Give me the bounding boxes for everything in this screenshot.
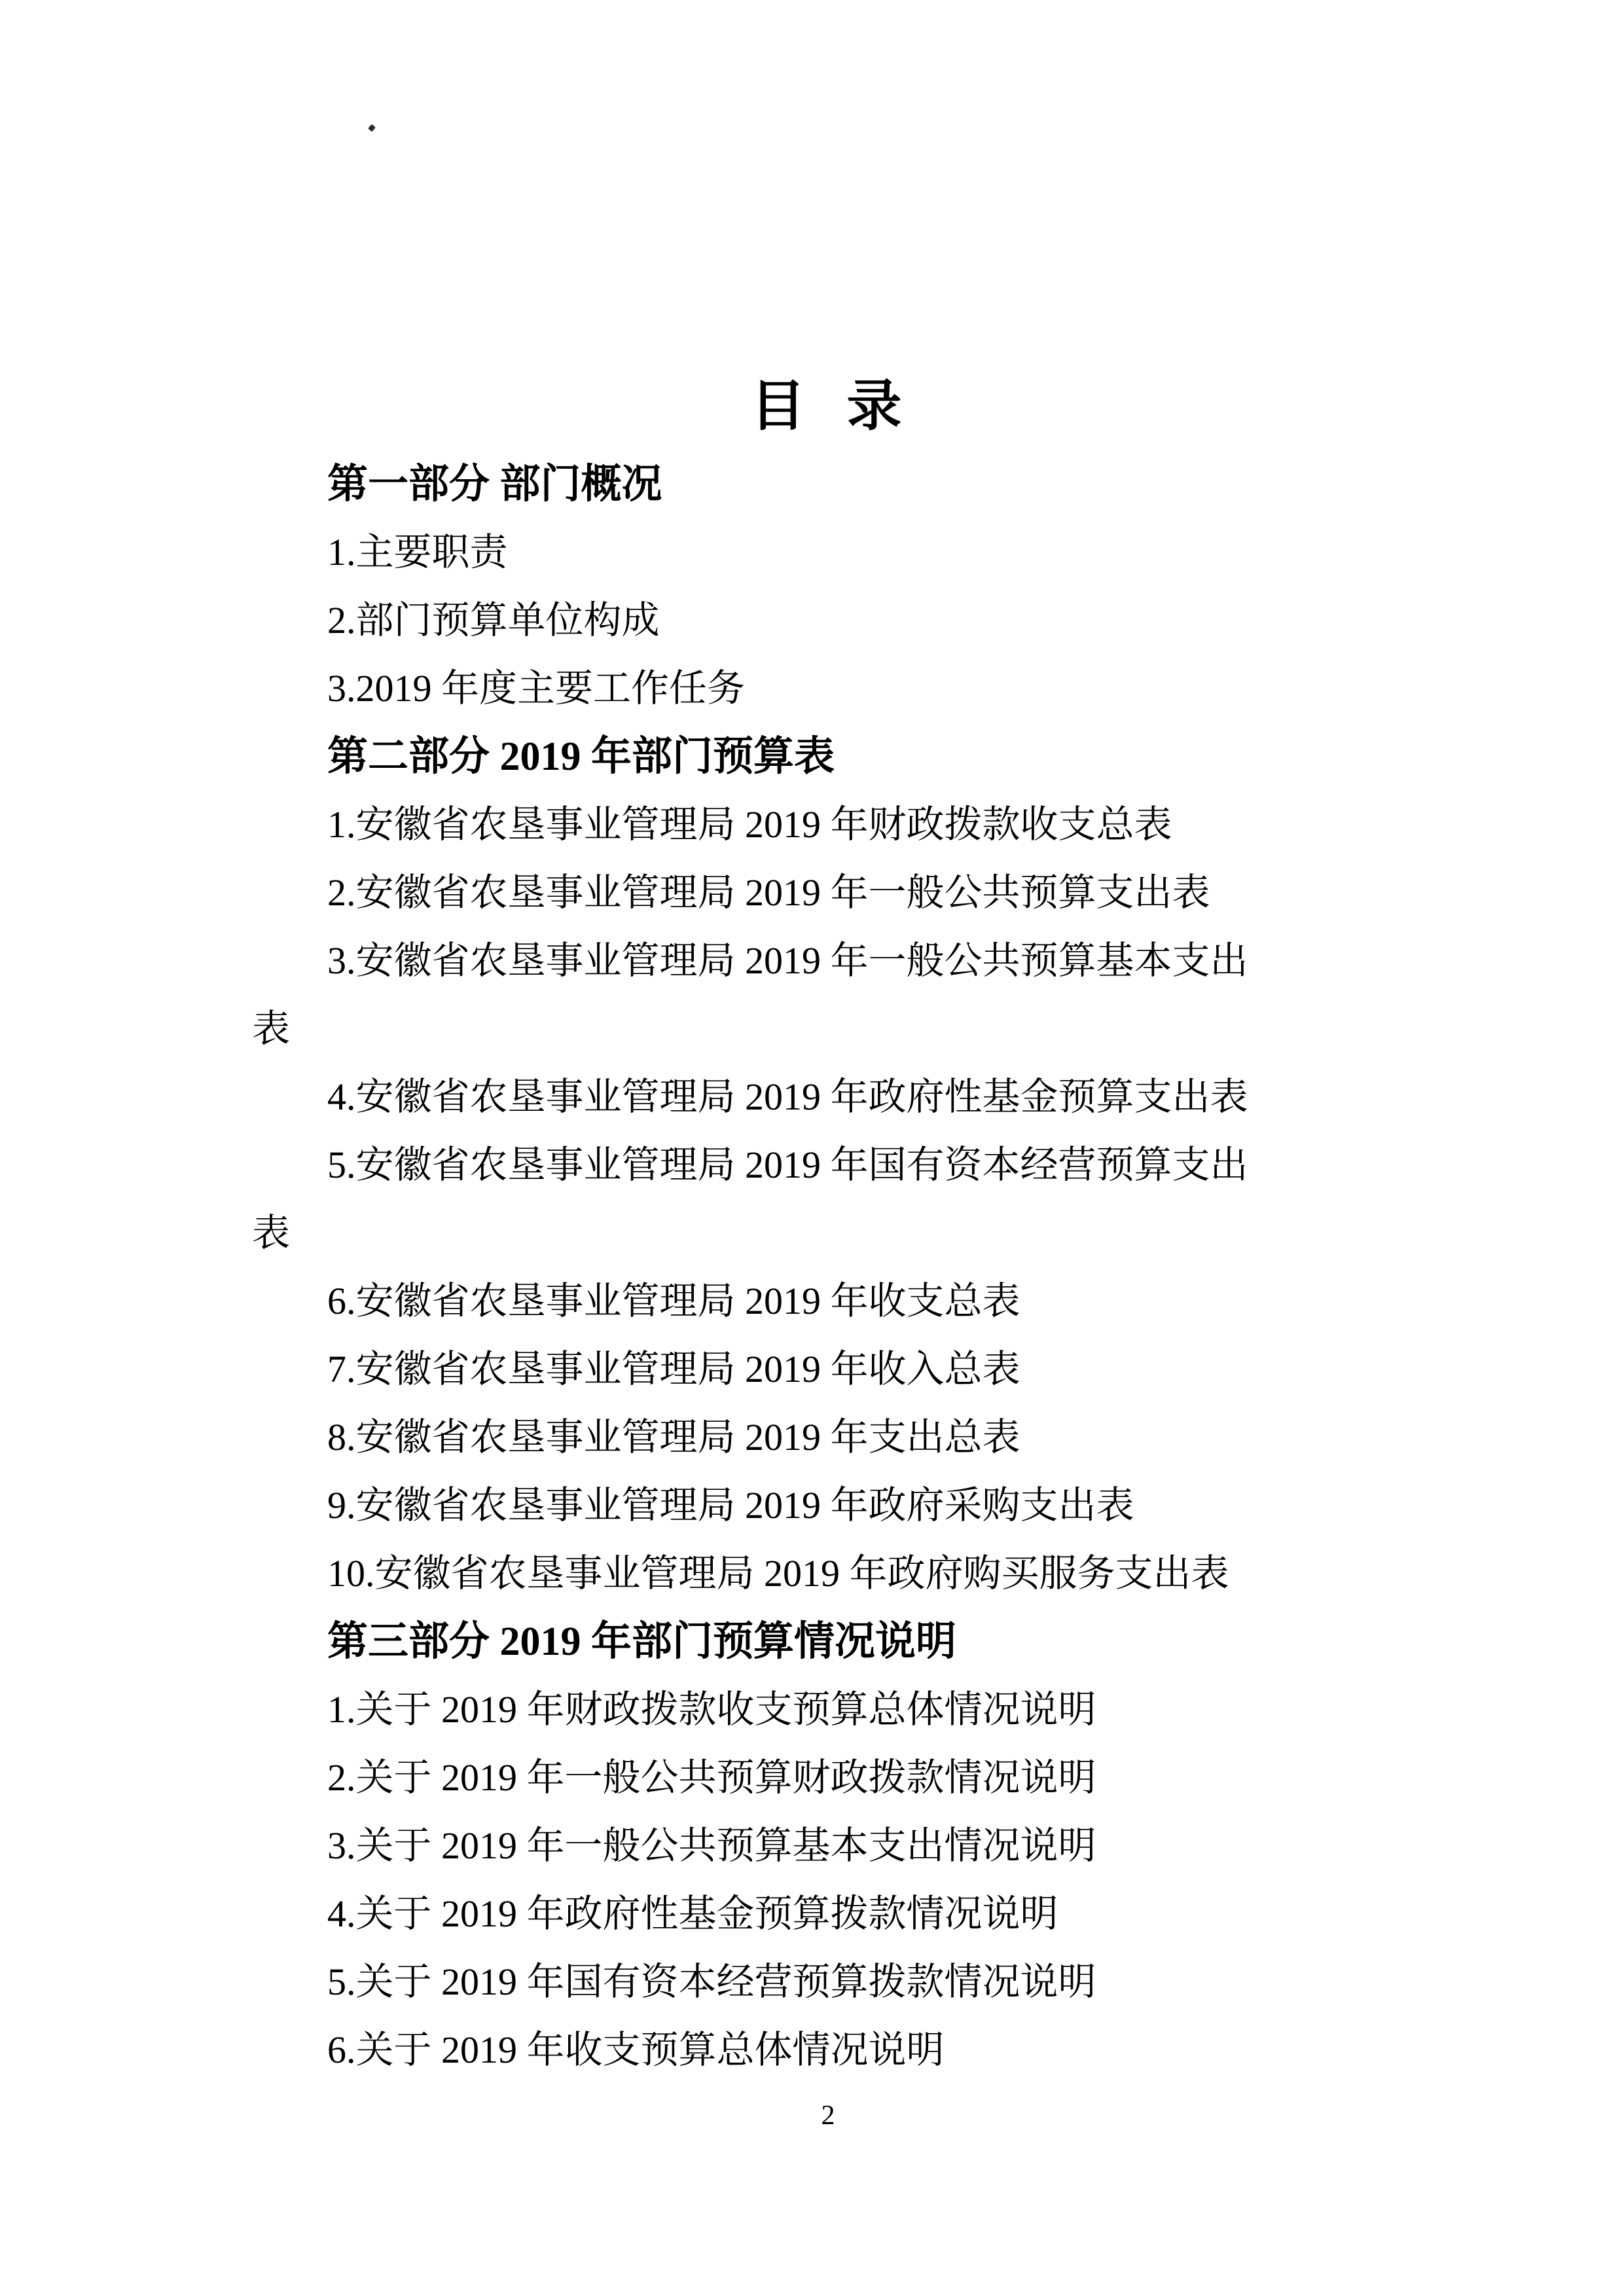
toc-line: 3.安徽省农垦事业管理局 2019 年一般公共预算基本支出	[327, 939, 1248, 982]
toc-line: 7.安徽省农垦事业管理局 2019 年收入总表	[327, 1348, 1020, 1390]
toc-line: 5.安徽省农垦事业管理局 2019 年国有资本经营预算支出	[327, 1144, 1248, 1186]
page-number: 2	[821, 2101, 835, 2131]
toc-line: 3.2019 年度主要工作任务	[327, 667, 746, 710]
toc-line: 2.关于 2019 年一般公共预算财政拨款情况说明	[327, 1756, 1096, 1799]
toc-line: 6.安徽省农垦事业管理局 2019 年收支总表	[327, 1280, 1020, 1322]
toc-line: 10.安徽省农垦事业管理局 2019 年政府购买服务支出表	[327, 1552, 1229, 1595]
toc-line: 9.安徽省农垦事业管理局 2019 年政府采购支出表	[327, 1484, 1134, 1527]
toc-section-heading: 第一部分 部门概况	[327, 462, 662, 507]
toc-section-heading: 第三部分 2019 年部门预算情况说明	[327, 1619, 957, 1664]
toc-line: 2.部门预算单位构成	[327, 599, 660, 642]
toc-line: 4.关于 2019 年政府性基金预算拨款情况说明	[327, 1892, 1058, 1935]
toc-section-heading: 第二部分 2019 年部门预算表	[327, 734, 835, 779]
page-title: 目 录	[750, 376, 910, 437]
page-content	[252, 0, 1371, 2132]
toc-line: 表	[252, 1007, 291, 1050]
toc-line: 4.安徽省农垦事业管理局 2019 年政府性基金预算支出表	[327, 1075, 1248, 1118]
toc-line: 5.关于 2019 年国有资本经营预算拨款情况说明	[327, 1961, 1096, 2003]
toc-list	[252, 450, 1371, 2084]
toc-line: 表	[252, 1212, 291, 1254]
toc-line: 3.关于 2019 年一般公共预算基本支出情况说明	[327, 1824, 1096, 1867]
toc-line: 1.关于 2019 年财政拨款收支预算总体情况说明	[327, 1688, 1096, 1731]
toc-line: 6.关于 2019 年收支预算总体情况说明	[327, 2029, 945, 2071]
toc-line: 1.主要职责	[327, 531, 508, 573]
toc-line: 2.安徽省农垦事业管理局 2019 年一般公共预算支出表	[327, 871, 1210, 914]
toc-line: 8.安徽省农垦事业管理局 2019 年支出总表	[327, 1416, 1020, 1458]
toc-line: 1.安徽省农垦事业管理局 2019 年财政拨款收支总表	[327, 803, 1172, 846]
